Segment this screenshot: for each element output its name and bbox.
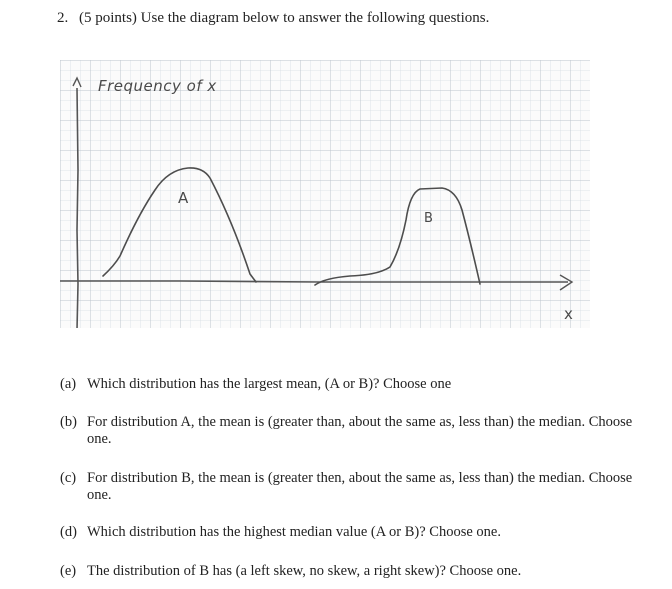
part-e [60,563,660,580]
part-text: For distribution B, the mean is (greater then, about the same as, less than) the median. Choose one. [87,470,633,503]
part-label: (c) [60,470,77,486]
part-b [60,414,660,448]
y-axis [77,88,78,328]
curve-a-label: A [178,189,189,207]
part-label: (e) [60,563,77,579]
curve-b-label: B [424,211,433,226]
part-d [60,524,660,541]
part-label: (a) [60,376,77,392]
part-text: For distribution A, the mean is (greater than, about the same as, less than) the median. Choose one. [87,414,633,447]
part-text: The distribution of B has (a left skew, no skew, a right skew)? Choose one. [87,563,522,579]
question-number: 2. [57,10,69,26]
part-text: Which distribution has the highest median value (A or B)? Choose one. [87,524,501,540]
part-c [60,470,660,504]
x-axis-label: x [564,305,573,323]
graph-paper-grid [60,60,590,328]
diagram-canvas [60,60,590,328]
hand-drawn-diagram [60,60,590,328]
part-label: (b) [60,414,77,430]
part-text: Which distribution has the largest mean, (A or B)? Choose one [87,376,452,392]
part-a [60,376,660,393]
y-axis-label: Frequency of x [98,77,217,95]
question-header [57,9,489,27]
part-label: (d) [60,524,77,540]
question-prompt: (5 points) Use the diagram below to answer the following questions. [79,10,490,26]
